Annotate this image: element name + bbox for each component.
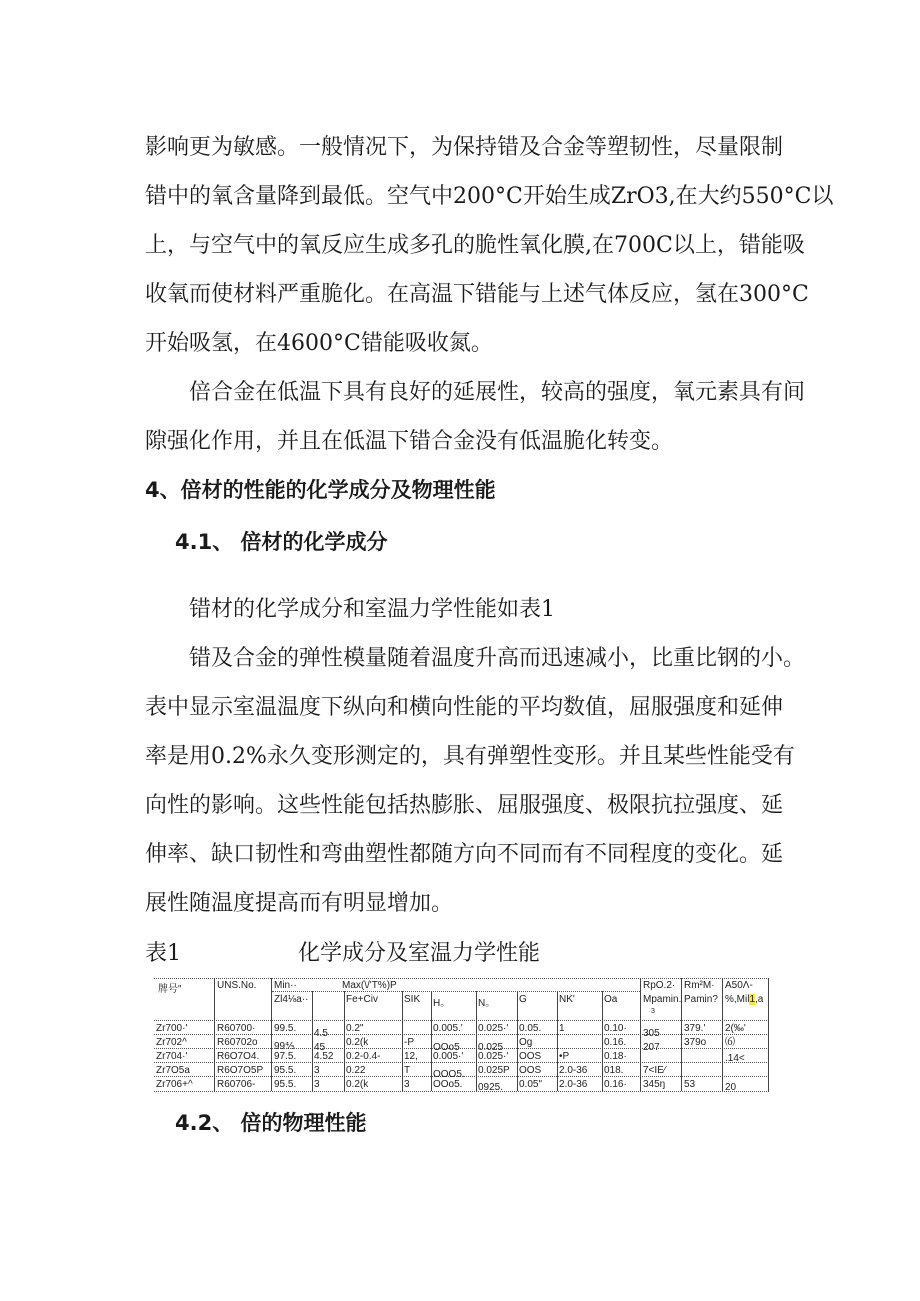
cell-hf: 3	[314, 1065, 320, 1076]
cell-o: 0.10·	[604, 1023, 627, 1034]
text-line: 收氧而使材料严重脆化。在高温下错能与上述气体反应，氢在300°C	[145, 282, 809, 307]
cell-nb: 1	[559, 1023, 565, 1034]
header-footnote: ∙3	[649, 1008, 655, 1015]
header-a50: A50Λ-	[725, 980, 753, 991]
cell-zr-hf: 95.5.	[274, 1079, 297, 1090]
header-c: G	[519, 994, 527, 1005]
table-caption-title: 化学成分及室温力学性能	[298, 941, 541, 966]
cell-n: 0.025	[478, 1042, 504, 1053]
table-rule	[154, 1020, 769, 1021]
cell-c: 0.05"	[519, 1079, 543, 1090]
table-caption-label: 表1	[145, 941, 181, 966]
cell-uns: R60702o	[217, 1037, 258, 1048]
cell-o: 0.18·	[604, 1051, 627, 1062]
table-rule	[154, 1062, 769, 1063]
cell-h: OOo5	[433, 1042, 460, 1053]
table-rule	[154, 1091, 769, 1092]
text-line: 错及合金的弹性模量随着温度升高而迅速减小，比重比钢的小。	[189, 646, 806, 671]
cell-uns: R60700·	[217, 1023, 256, 1034]
paragraph-oxidation	[145, 123, 834, 368]
table-rule	[640, 978, 641, 1091]
table-rule	[271, 978, 272, 1091]
cell-zr-hf: 95.5.	[274, 1065, 297, 1076]
cell-a50: 2(‰'	[725, 1023, 746, 1034]
cell-o: 018.	[604, 1065, 624, 1076]
header-sn: SIK	[404, 994, 421, 1005]
text-line: 错中的氧含量降到最低。空气中200°C开始生成ZrO3,在大约550°C以	[145, 184, 834, 209]
cell-o: 0.16·	[604, 1079, 627, 1090]
cell-fe-cr: 0.2(k	[346, 1079, 369, 1090]
cell-a50: .14<	[725, 1053, 745, 1064]
header-mpa-min: Mpamin.	[643, 994, 682, 1005]
cell-sn: T	[404, 1065, 411, 1076]
text-line: 错材的化学成分和室温力学性能如表1	[189, 597, 555, 622]
cell-grade: Zr702^	[156, 1037, 187, 1048]
cell-rp02: 305	[643, 1028, 660, 1039]
cell-c: OOS	[519, 1051, 542, 1062]
text-line: 开始吸氢，在4600°C错能吸收氮。	[145, 331, 493, 356]
cell-rp02: 345ŋ	[643, 1079, 666, 1090]
cell-h: 0.005·'	[433, 1051, 464, 1062]
cell-fe-cr: 0.2"	[346, 1023, 364, 1034]
header-h: H。	[433, 998, 451, 1009]
cell-sn: 12,	[404, 1051, 418, 1062]
paragraph-low-temperature	[145, 368, 806, 466]
cell-grade: Zr700·'	[156, 1023, 188, 1034]
cell-hf: 45	[314, 1042, 326, 1053]
table-rule	[402, 991, 403, 1091]
cell-n: 0.025·'	[478, 1023, 509, 1034]
text-line: 倍合金在低温下具有良好的延展性，较高的强度，氧元素具有间	[189, 380, 806, 405]
table-rule	[154, 1048, 769, 1049]
cell-fe-cr: 0.22	[346, 1065, 366, 1076]
header-grade: 牌号"	[158, 984, 182, 995]
cell-nb: 2.0-36	[559, 1079, 588, 1090]
table-rule	[557, 991, 558, 1091]
cell-o: 0.16.	[604, 1037, 627, 1048]
header-fe-cr: Fe+Civ	[346, 994, 378, 1005]
header-max: Max(\/'T%)P	[342, 980, 397, 991]
cell-n: 0.025P	[478, 1065, 510, 1076]
cell-fe-cr: 0.2-0.4-	[346, 1051, 381, 1062]
cell-c: 0.05.	[519, 1023, 542, 1034]
cell-uns: R6O7O5P	[217, 1065, 264, 1076]
cell-h: OOo5.	[433, 1079, 463, 1090]
header-rm: Rm²M·	[684, 980, 715, 991]
cell-nb: 2.0-36	[559, 1065, 588, 1076]
cell-grade: Zr704·'	[156, 1051, 188, 1062]
cell-uns: R60706-	[217, 1079, 256, 1090]
paragraph-table-reference	[189, 585, 829, 634]
cell-sn: 3	[404, 1079, 410, 1090]
cell-grade: Zr706+^	[156, 1079, 193, 1090]
cell-rp02: 207	[643, 1042, 660, 1053]
header-zr-hf: Zl4⅛a··	[274, 994, 309, 1005]
header-n: N。	[478, 998, 496, 1009]
table-rule	[476, 991, 477, 1091]
text-line: 影响更为敏感。一般情况下，为保持错及合金等塑韧性，尽量限制	[145, 135, 784, 160]
header-rp02: RpO.2·	[643, 980, 676, 991]
header-nb: NK'	[559, 994, 575, 1005]
table-rule	[602, 991, 603, 1091]
table-rule	[214, 978, 215, 1091]
section-heading-4-1: 4.1、 倍材的化学成分	[175, 530, 388, 554]
cell-nb: •P	[559, 1051, 570, 1062]
table-rule	[154, 1034, 769, 1035]
text-line: 表中显示室温温度下纵向和横向性能的平均数值，屈服强度和延伸	[145, 695, 784, 720]
cell-n: 0.025·'	[478, 1051, 509, 1062]
header-uns: UNS.No.	[217, 980, 257, 991]
text-line: 率是用0.2%永久变形测定的，具有弹塑性变形。并且某些性能受有	[145, 744, 795, 769]
cell-n: 0925.	[478, 1082, 504, 1093]
cell-rm: 53	[684, 1079, 696, 1090]
cell-zr-hf: 99.5.	[274, 1023, 297, 1034]
cell-a50: 20	[725, 1082, 737, 1093]
text-line: 伸率、缺口韧性和弯曲塑性都随方向不同而有不同程度的变化。延	[145, 842, 784, 867]
table-rule	[431, 991, 432, 1091]
cell-rm: 379o	[684, 1037, 707, 1048]
cell-hf: 4.5	[314, 1028, 328, 1039]
cell-rp02: 7<IE⁄	[643, 1065, 666, 1076]
cell-hf: 4.52	[314, 1051, 334, 1062]
cell-zr-hf: 97.5.	[274, 1051, 297, 1062]
cell-rm: 379.'	[684, 1023, 706, 1034]
table-rule	[344, 991, 345, 1091]
cell-zr-hf: 99⅘	[274, 1041, 295, 1052]
text-line: 隙强化作用，并且在低温下错合金没有低温脆化转变。	[145, 429, 674, 454]
cell-sn: -P	[404, 1037, 414, 1048]
cell-h: 0.005.'	[433, 1023, 463, 1034]
section-heading-4: 4、倍材的性能的化学成分及物理性能	[145, 478, 496, 502]
cell-h: OOO5.	[433, 1069, 465, 1080]
header-percent-min: %,Mil1,a	[725, 994, 764, 1005]
table-rule	[312, 991, 313, 1091]
composition-table	[154, 978, 769, 1093]
header-min: Min··	[274, 980, 297, 991]
text-line: 展性随温度提高而有明显增加。	[145, 891, 454, 916]
table-rule	[517, 991, 518, 1091]
cell-fe-cr: 0.2(k	[346, 1037, 369, 1048]
section-heading-4-2: 4.2、 倍的物理性能	[175, 1111, 367, 1135]
table-rule	[722, 978, 723, 1091]
cell-grade: Zr7O5a	[156, 1065, 190, 1076]
paragraph-elastic-modulus	[145, 634, 806, 928]
cell-a50: ⑹	[725, 1037, 735, 1048]
table-rule	[768, 978, 769, 1091]
cell-c: OOS	[519, 1065, 542, 1076]
cell-hf: 3	[314, 1079, 320, 1090]
cell-c: Og	[519, 1037, 533, 1048]
header-o: Oa	[604, 994, 618, 1005]
text-line: 上，与空气中的氧反应生成多孔的脆性氧化膜,在700C以上，错能吸	[145, 233, 805, 258]
header-pa-min: Pamin?	[684, 994, 718, 1005]
text-line: 向性的影响。这些性能包括热膨胀、屈服强度、极限抗拉强度、延	[145, 793, 784, 818]
table-rule	[272, 991, 640, 992]
cell-uns: R6O7O4.	[217, 1051, 260, 1062]
table-rule	[154, 978, 769, 979]
